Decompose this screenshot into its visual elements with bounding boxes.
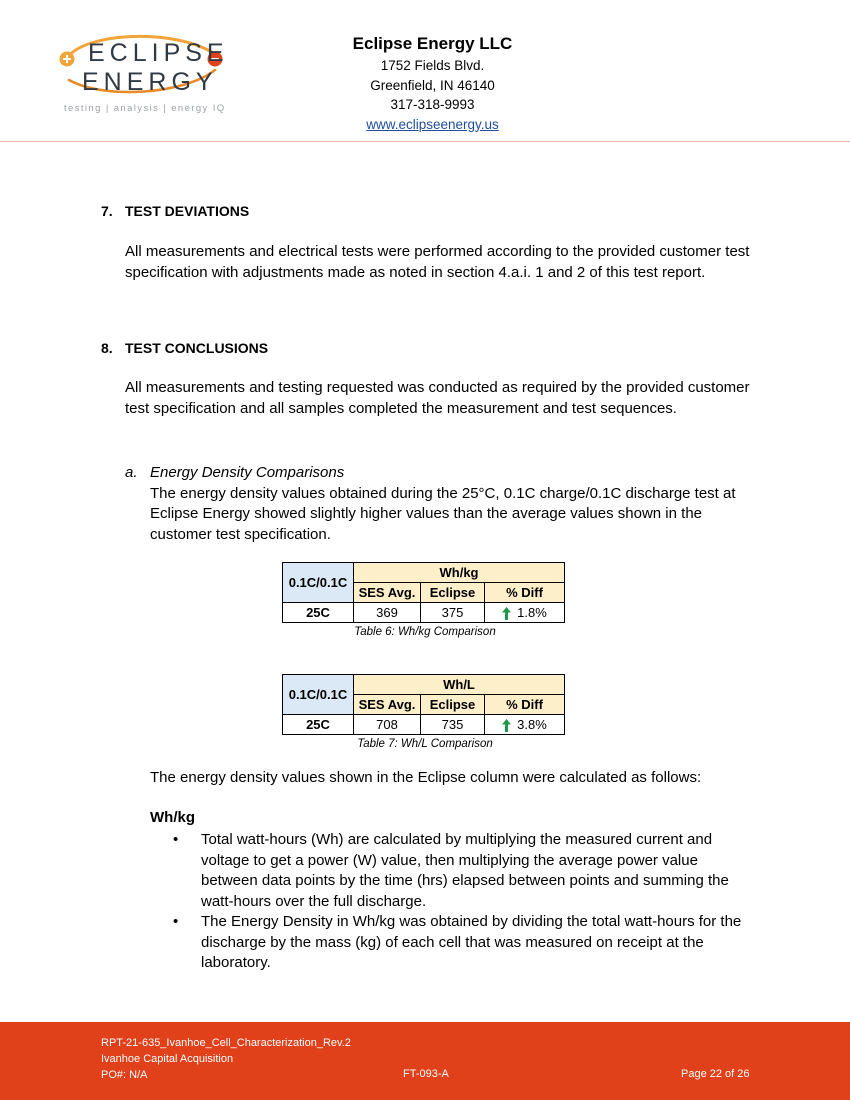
table7-ses-value: 708 [354,715,421,735]
table6-row-label: 25C [283,603,354,623]
calc-bullet-2 [173,912,749,974]
table7-eclipse-value: 735 [421,715,485,735]
footer-report-id: RPT-21-635_Ivanhoe_Cell_Characterization_Rev.2 [101,1037,351,1049]
address-line-1: 1752 Fields Blvd. [380,58,485,73]
logo-word-eclipse: ECLIPSE [88,39,229,67]
table-wh-l [282,674,565,735]
table7-diff-cell [485,715,565,735]
subsection-a-body: The energy density values obtained during the 25°C, 0.1C charge/0.1C discharge test at Eclipse Energy showed slightly higher values than the average values shown in the customer test specification. [150,484,736,543]
footer-client: Ivanhoe Capital Acquisition [101,1053,234,1065]
section-7-heading [101,203,249,219]
address-line-2: Greenfield, IN 46140 [370,77,495,93]
company-address-block [300,32,565,134]
up-arrow-icon [502,719,511,732]
section-8-heading [101,340,268,356]
footer-po: PO#: N/A [101,1069,148,1081]
subsection-a [125,463,755,545]
calc-bullet-1 [173,830,749,912]
table7-group-header: Wh/L [354,675,565,695]
table7-col-ses: SES Avg. [354,695,421,715]
table6-col-eclipse: Eclipse [421,583,485,603]
table6-caption: Table 6: Wh/kg Comparison [354,626,496,638]
header-divider [0,141,850,142]
calc-bullet-2-text: The Energy Density in Wh/kg was obtained by dividing the total watt-hours for the discharge by the mass (kg) of each cell that was measured on receipt at the laboratory. [201,913,742,971]
section-7-number: 7. [101,203,113,219]
table6-group-header: Wh/kg [354,563,565,583]
calc-intro: The energy density values shown in the Eclipse column were calculated as follows: [150,769,702,786]
company-logo [55,28,245,118]
bullet-dot-icon: • [173,913,179,930]
table6-ses-value: 369 [354,603,421,623]
section-7-body: All measurements and electrical tests were performed according to the provided customer test specification with adjustments made as noted in section 4.a.i. 1 and 2 of this test report. [125,243,750,281]
section-8-number: 8. [101,340,113,356]
up-arrow-icon [502,607,511,620]
subsection-a-letter: a. [125,464,138,481]
section-7-title: TEST DEVIATIONS [125,203,250,219]
table6-eclipse-value: 375 [421,603,485,623]
section-8-body: All measurements and testing requested was conducted as required by the provided customer test specification and all samples completed the measurement and test sequences. [125,379,750,417]
bullet-dot-icon: • [173,831,179,848]
section-8-title: TEST CONCLUSIONS [125,340,269,356]
phone-number: 317-318-9993 [390,97,475,112]
table6-col-ses: SES Avg. [354,583,421,603]
table7-caption: Table 7: Wh/L Comparison [357,738,493,750]
table7-row-label: 25C [283,715,354,735]
website-link[interactable]: www.eclipseenergy.us [366,116,499,132]
page-footer [0,1022,850,1100]
table7-corner: 0.1C/0.1C [283,675,354,715]
company-name: Eclipse Energy LLC [352,34,513,53]
table-wh-kg [282,562,565,623]
calc-heading: Wh/kg [150,809,195,826]
logo-tagline: testing | analysis | energy IQ [64,103,226,114]
table6-diff-cell [485,603,565,623]
table6-col-diff: % Diff [485,583,565,603]
footer-form-number: FT-093-A [403,1068,449,1080]
table7-col-eclipse: Eclipse [421,695,485,715]
table7-col-diff: % Diff [485,695,565,715]
calc-bullet-1-text: Total watt-hours (Wh) are calculated by multiplying the measured current and voltage to get a power (W) value, then multiplying the average power value between data points by the time (hrs) elapsed between points and summing the watt-hours over the full discharge. [201,831,729,910]
subsection-a-label: Energy Density Comparisons [150,464,345,481]
table7-diff-value: 3.8% [517,716,547,732]
logo-word-energy: ENERGY [82,68,218,96]
table6-diff-value: 1.8% [517,604,547,620]
footer-page-number: Page 22 of 26 [681,1068,750,1080]
table6-corner: 0.1C/0.1C [283,563,354,603]
